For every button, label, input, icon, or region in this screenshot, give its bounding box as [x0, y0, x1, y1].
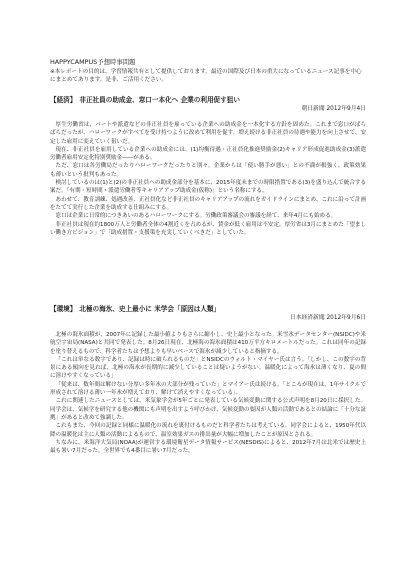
- article-2-paragraph: 「これは単なる数字であり、記録は時に破られるものだ」とNSIDCのウォルト・マイヤー氏は言う。「しかし、この数字の背景にある傾向を見れば、北極の海氷が長期的に減少していることは疑いようがない。温暖化によって海氷は薄くなり、夏の間に溶けやすくなっている」: [50, 356, 366, 380]
- report-title: HAPPYCAMPUS予想時事問題: [50, 58, 136, 66]
- article-2-paragraph: これに関連したニュースとしては、米気象学会が5年ごとに発表している気候変動に関する公式声明を8月20日に採択した。同学会は、気候学を研究する他の機関にも声明を出すよう呼びかけ、気候変動の要因が人類の活動であるとの結論に「十分な証拠」があると改めて強調した。: [50, 398, 366, 421]
- article-1-paragraph: ただ、窓口は各労働局だったりハローワークだったりと別々。企業からは「使い勝手が悪い」との不満が根強く、政策効果も薄いという批判もあった。: [50, 163, 366, 178]
- article-2-source: 日本経済新聞 2012年9月6日: [289, 315, 366, 321]
- article-1-paragraph: 窓口は企業に日常的につきあいのあるハローワークにする。労働政策審議会の審議を経て、来年4月にも始める。: [55, 213, 337, 220]
- article-1-paragraph: 検討しているのは(1)と(2)の非正社員への助成金部分を基本に、2015年度末までの時限措置である(3)を盛り込んで統合する案だ。「有期・短時間・派遣労働者等キャリアアップ助成金(仮称)」という名称にする。: [50, 180, 366, 195]
- article-1-body: [50, 121, 366, 297]
- article-2-paragraph: これもまた、今回の記録と同様に温暖化の流れを裏付けるものだと科学者たちは考えている。同学会によると、1950年代以降の温暖化は主に人類の活動によるもので、温室効果ガスの排出量が大幅に増加したことが原因とされる。: [50, 423, 366, 438]
- article-1-tag: 【経済】: [50, 96, 77, 104]
- article-1-paragraph: 厚生労働省は、パートや派遣などの非正社員を雇っている企業への助成金を一本化する方針を固めた。これまで窓口がばらばらだったが、ハローワークがすべてを受け持つように改めて利用を促す。増え続ける非正社員の待遇や能力を向上させて、安定した雇用に変えていく狙いだ。: [50, 122, 366, 145]
- article-2-paragraph: 「従来は、数年間は解けない分厚い多年氷の大部分が残っていた」とマイアー氏は続ける。「ところが現在は、1年サイクルで形成されて溶ける薄い一年氷が増えており、解けて消えやすくなっている」。: [50, 381, 366, 397]
- article-2-heading: [50, 305, 366, 314]
- article-2-paragraph: 北極の海氷面積が、2007年に記録した最小値よりもさらに縮小し、史上最小となった。米雪氷データセンター(NSIDC)や米航空宇宙局(NASA)と共同で発表した。8月26日現在、北極海の海氷面積は410万平方キロメートルだった。これは同年の記録を塗り替えるもので、科学者たちは予想よりも早いペースで海氷が減少していると指摘する。: [50, 332, 366, 355]
- article-1-paragraph: あわせて、教育訓練、処遇改善、正社員化など非正社員のキャリアアップの流れをガイドラインにまとめ、これに沿って計画をたてて実行した企業を助成する仕組みにする。: [50, 196, 366, 211]
- article-2-headline: 北極の海氷、史上最小に 米学会「原因は人類」: [79, 305, 221, 313]
- article-2-body: [50, 331, 366, 511]
- article-1-paragraph: 現在、非正社員を雇用している企業への助成金には、(1)均衡待遇・正社員化推進奨励金(2)キャリア形成促進助成金(3)派遣労働者雇用安定化特別奨励金――がある。: [50, 146, 366, 162]
- article-2-paragraph: ちなみに、米海洋大気局(NOAA)が運営する環境衛星データ情報サービス(NESDIS)によると、2012年7月は北米では歴史上最も暑い7月だった。全世界でも4番目に暑い7月だった。: [50, 439, 366, 455]
- report-note: ※本レポートの目的は、学習情報共有として提供しております。最近の国際及び日本の重大になっているニュース記事を中心にまとめてあります。是非、ご活用ください。: [50, 69, 362, 83]
- article-1-heading: [50, 96, 366, 105]
- article-1-headline: 非正社員の助成金、窓口一本化へ 企業の利用促す狙い: [79, 96, 240, 104]
- article-1-paragraph: 非正社員は現在約1800万人と労働者全体の4割近くを占めるが、賃金が低く雇用は不安定。厚労省は3月にまとめた「望ましい働き方ビジョン」で「助成措置・支援策を充実していくべきだ」としていた。: [50, 221, 366, 236]
- article-2-tag: 【環境】: [50, 305, 77, 313]
- article-1-source: 朝日新聞 2012年9月4日: [301, 106, 366, 112]
